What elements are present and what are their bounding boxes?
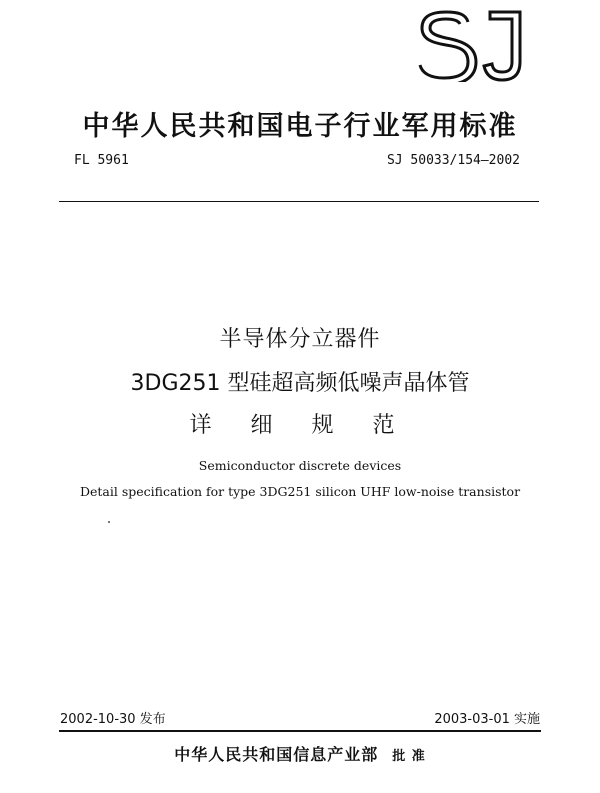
issuing-authority bbox=[0, 742, 600, 765]
english-title-line-2: Detail specification for type 3DG251 silicon UHF low-noise transistor bbox=[79, 484, 521, 499]
classification-code: FL 5961 bbox=[74, 153, 129, 168]
effective-date: 2003-03-01 实施 bbox=[434, 712, 540, 727]
authority-name: 中华人民共和国信息产业部 bbox=[174, 745, 379, 764]
english-title-line-1: Semiconductor discrete devices bbox=[198, 458, 402, 473]
bottom-divider bbox=[59, 730, 541, 732]
doc-title-line-1: 半导体分立器件 bbox=[219, 327, 381, 352]
standard-number: SJ 50033/154—2002 bbox=[386, 153, 520, 168]
doc-title-line-2: 3DG251 型硅超高频低噪声晶体管 bbox=[130, 371, 470, 396]
approve-label: 批 准 bbox=[392, 749, 426, 764]
doc-title-line-3: 详 细 规 范 bbox=[189, 413, 411, 438]
issue-date: 2002-10-30 发布 bbox=[60, 712, 166, 727]
speck bbox=[108, 521, 110, 523]
top-divider bbox=[59, 201, 539, 202]
sj-logo bbox=[416, 8, 524, 82]
standard-body-title: 中华人民共和国电子行业军用标准 bbox=[82, 111, 518, 142]
